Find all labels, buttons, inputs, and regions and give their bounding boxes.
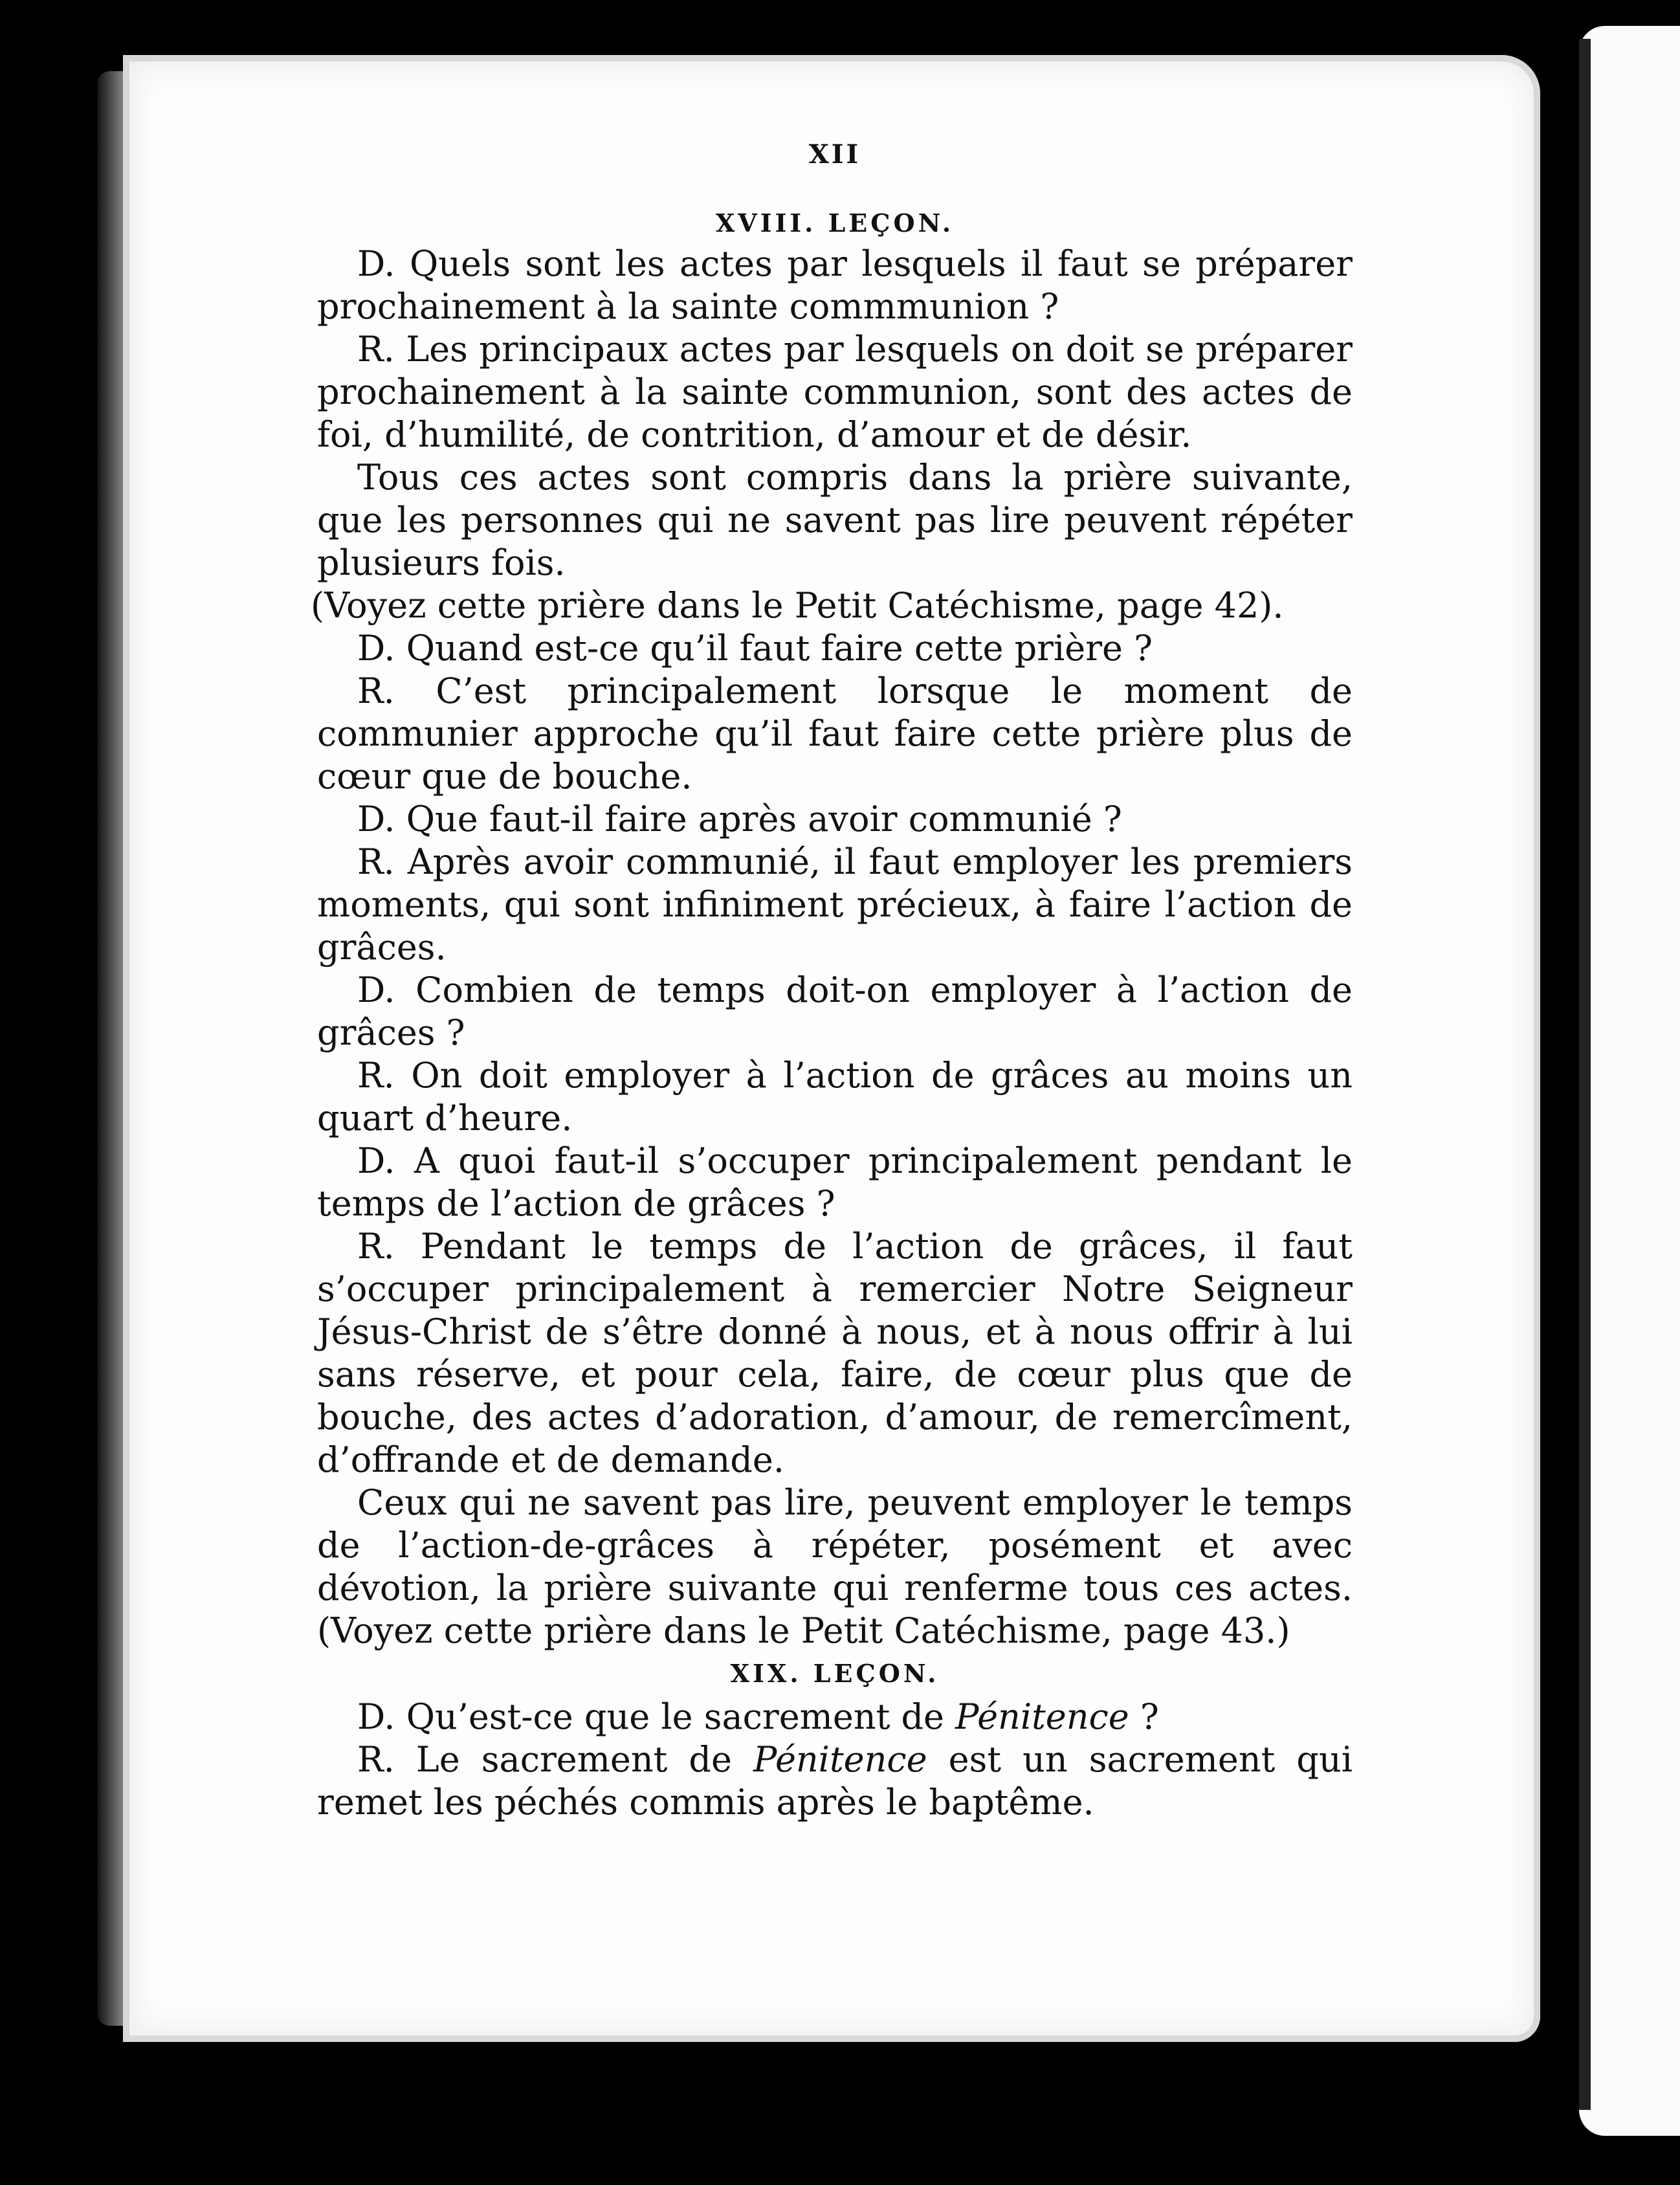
italic-term: Pénitence: [753, 1739, 927, 1780]
answer-end: est un sacrement qui remet les péchés commis après le baptême.: [317, 1739, 1353, 1823]
answer: [317, 1738, 1353, 1824]
adjacent-page: [1579, 26, 1680, 2136]
paragraph: Ceux qui ne savent pas lire, peuvent employer le temps de l’action-de-grâces à répéter, posément et avec dévotion, la prière suivante qui renferme tous ces actes. (Voyez cette prière dans le Petit Catéchisme, page 43.): [317, 1482, 1353, 1651]
answer-text: R. Le sacrement de: [357, 1739, 754, 1780]
lesson-title: XIX. LEÇON.: [730, 1659, 940, 1688]
question: D. Que faut-il faire après avoir communié ?: [357, 799, 1122, 839]
question: D. Quand est-ce qu’il faut faire cette prière ?: [357, 628, 1153, 669]
italic-term: Pénitence: [955, 1696, 1129, 1737]
answer: R. Après avoir communié, il faut employer les premiers moments, qui sont infiniment précieux, à faire l’action de grâces.: [317, 841, 1353, 968]
answer: R. C’est principalement lorsque le moment de communier approche qu’il faut faire cette prière plus de cœur que de bouche.: [317, 671, 1353, 797]
page-number: XII: [808, 139, 861, 170]
question: D. Combien de temps doit-on employer à l’action de grâces ?: [317, 970, 1353, 1053]
question-text: D. Qu’est-ce que le sacrement de: [357, 1696, 956, 1737]
answer: R. Les principaux actes par lesquels on doit se préparer prochainement à la sainte communion, sont des actes de foi, d’humilité, de contrition, d’amour et de désir.: [317, 329, 1353, 455]
answer: R. Pendant le temps de l’action de grâces, il faut s’occuper principalement à remercier Notre Seigneur Jésus-Christ de s’être donné à nous, et à nous offrir à lui sans réserve, et pour cela, faire, de cœur plus que de bouche, des actes d’adoration, d’amour, de remercîment, d’offrande et de demande.: [317, 1226, 1353, 1480]
question-end: ?: [1129, 1696, 1159, 1737]
question: D. Quels sont les actes par lesquels il faut se préparer prochainement à la sainte commmunion ?: [317, 243, 1353, 327]
adjacent-page-edge: [1579, 39, 1591, 2110]
page-text: [311, 139, 1353, 1824]
reference-note: (Voyez cette prière dans le Petit Catéchisme, page 42).: [311, 585, 1284, 626]
question: [317, 1696, 1353, 1738]
lesson-title: XVIII. LEÇON.: [715, 208, 955, 238]
paragraph: Tous ces actes sont compris dans la prière suivante, que les personnes qui ne savent pas lire peuvent répéter plusieurs fois.: [317, 457, 1353, 583]
question: D. A quoi faut-il s’occuper principalement pendant le temps de l’action de grâces ?: [317, 1140, 1353, 1224]
answer: R. On doit employer à l’action de grâces au moins un quart d’heure.: [317, 1055, 1353, 1138]
